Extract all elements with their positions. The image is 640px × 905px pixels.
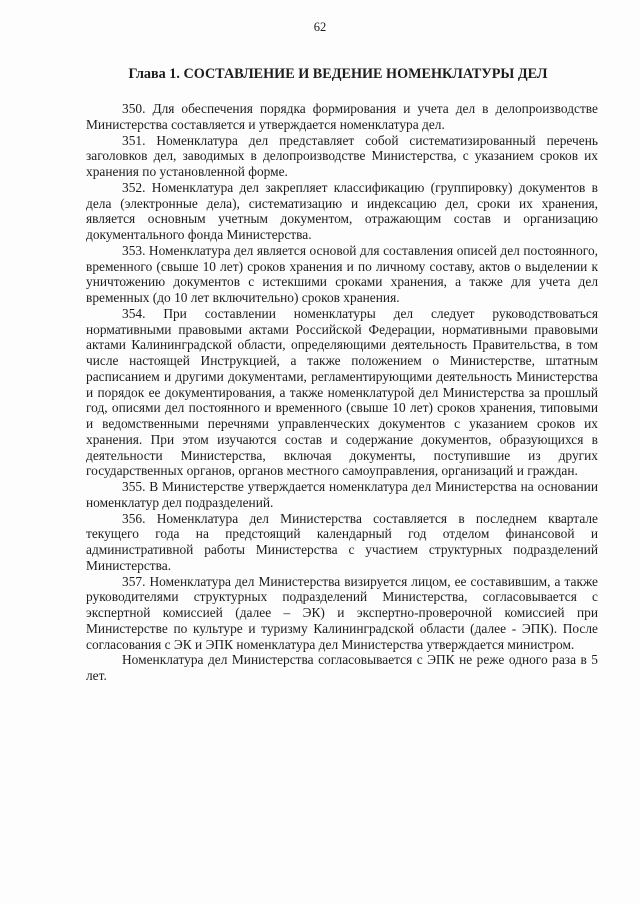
body-text <box>86 101 598 684</box>
paragraph-354: 354. При составлении номенклатуры дел следует руководствоваться нормативными правовыми актами Российской Федерации, нормативными правовыми актами Калининградской области, определяющими деятельность Правительства, в том числе настоящей Инструкцией, а также положением о Министерстве, штатным расписанием и другими документами, регламентирующими деятельность Министерства и порядок ее документирования, а также номенклатурой дел Министерства за прошлый год, описями дел постоянного и временного (свыше 10 лет) сроков хранения, типовыми и ведомственными перечнями управленческих документов с указанием сроков их хранения. При этом изучаются состав и содержание документов, образующихся в деятельности Министерства, включая документы, поступившие из других государственных органов, органов местного самоуправления, организаций и граждан. <box>86 305 598 479</box>
paragraph-353: 353. Номенклатура дел является основой для составления описей дел постоянного, временного (свыше 10 лет) сроков хранения и по личному составу, актов о выделении к уничтожению документов с истекшими сроками хранения, а также для учета дел временных (до 10 лет включительно) сроков хранения. <box>86 242 598 305</box>
paragraph-355: 355. В Министерстве утверждается номенклатура дел Министерства на основании номенклатур дел подразделений. <box>86 479 598 510</box>
page-number: 62 <box>313 20 327 34</box>
paragraph-356: 356. Номенклатура дел Министерства составляется в последнем квартале текущего года на предстоящий календарный год отделом финансовой и административной работы Министерства с участием структурных подразделений Министерства. <box>86 510 598 573</box>
paragraph-352: 352. Номенклатура дел закрепляет классификацию (группировку) документов в дела (электронные дела), систематизацию и индексацию дел, сроки их хранения, является основным учетным документом, отражающим состав и организацию документального фонда Министерства. <box>86 179 598 242</box>
chapter-title: Глава 1. СОСТАВЛЕНИЕ И ВЕДЕНИЕ НОМЕНКЛАТУРЫ ДЕЛ <box>128 66 548 82</box>
paragraph-epk-frequency: Номенклатура дел Министерства согласовывается с ЭПК не реже одного раза в 5 лет. <box>86 652 598 683</box>
paragraph-350: 350. Для обеспечения порядка формирования и учета дел в делопроизводстве Министерства составляется и утверждается номенклатура дел. <box>86 101 598 132</box>
paragraph-357: 357. Номенклатура дел Министерства визируется лицом, ее составившим, а также руководителями структурных подразделений Министерства, согласовывается с экспертной комиссией (далее – ЭК) и экспертно-проверочной комиссией при Министерстве по культуре и туризму Калининградской области (далее - ЭПК). После согласования с ЭК и ЭПК номенклатура дел Министерства утверждается министром. <box>86 573 598 652</box>
paragraph-351: 351. Номенклатура дел представляет собой систематизированный перечень заголовков дел, заводимых в делопроизводстве Министерства, с указанием сроков их хранения по установленной форме. <box>86 132 598 179</box>
